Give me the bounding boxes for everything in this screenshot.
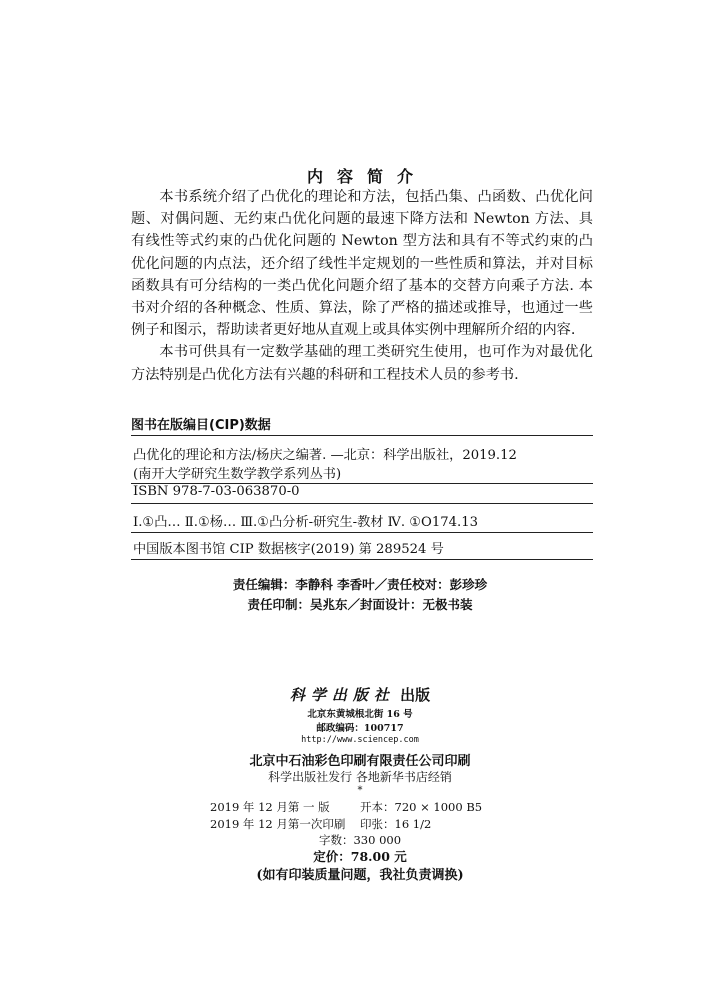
publisher-line <box>0 684 720 705</box>
cip-rule-3 <box>131 503 593 504</box>
format-text: 开本：720 × 1000 B5 <box>360 800 483 814</box>
summary-title: 内容简介 <box>306 167 427 186</box>
publisher-postcode: 邮政编码：100717 <box>316 723 404 734</box>
editors-line-2: 责任印制：吴兆东／封面设计：无极书装 <box>247 597 473 612</box>
publisher-suffix: 出版 <box>400 686 431 704</box>
publisher-address: 北京东黄城根北街 16 号 <box>307 709 413 720</box>
separator-star: * <box>357 785 363 796</box>
cip-isbn-line: ISBN 978-7-03-063870-0 <box>133 484 300 499</box>
cip-series-line: (南开大学研究生数学教学系列丛书) <box>133 467 342 482</box>
sheets-text: 印张：16 1/2 <box>360 817 432 831</box>
summary-paragraph-2: 本书可供具有一定数学基础的理工类研究生使用，也可作为对最优化方法特别是凸优化方法有兴趣的科研和工程技术人员的参考书. <box>131 344 593 383</box>
cip-top-rule <box>131 435 593 436</box>
edition-text: 2019 年 12 月第 一 版 <box>210 800 330 814</box>
publisher-website: http://www.sciencep.com <box>301 735 419 745</box>
publisher-name: 科学出版社 <box>289 686 395 704</box>
cip-rule-4 <box>131 532 593 533</box>
edition-line <box>0 799 720 815</box>
printing-line <box>0 816 720 832</box>
summary-paragraph-1: 本书系统介绍了凸优化的理论和方法，包括凸集、凸函数、凸优化问题、对偶问题、无约束凸优化问题的最速下降方法和 Newton 方法、具有线性等式约束的凸优化问题的 Newton 型方法和具有不等式约束的凸优化问题的内点法，还介绍了线性半定规划的一些性质和算法，并对目标函数具有可分结构的一类凸优化问题介绍了基本的交替方向乘子方法. 本书对介绍的各种概念、性质、算法，除了严格的描述或推导，也通过一些例子和图示，帮助读者更好地从直观上或具体实例中理解所介绍的内容. <box>131 189 593 339</box>
distribution-line: 科学出版社发行 各地新华书店经销 <box>268 770 452 784</box>
printer-line: 北京中石油彩色印刷有限责任公司印刷 <box>249 754 471 769</box>
cip-heading: 图书在版编目(CIP)数据 <box>131 418 271 433</box>
words-line: 字数：330 000 <box>318 833 402 847</box>
cip-bottom-rule <box>131 559 593 560</box>
cip-class-line: Ⅰ.①凸… Ⅱ.①杨… Ⅲ.①凸分析-研究生-教材 Ⅳ. ①O174.13 <box>133 515 479 530</box>
editors-line-1: 责任编辑：李静科 李香叶／责任校对：彭珍珍 <box>232 577 488 592</box>
cip-number-line: 中国版本图书馆 CIP 数据核字(2019) 第 289524 号 <box>133 542 444 557</box>
printing-text: 2019 年 12 月第一次印刷 <box>210 817 346 831</box>
summary-body <box>131 186 593 386</box>
price-line: 定价：78.00 元 <box>313 849 407 864</box>
cip-title-line: 凸优化的理论和方法/杨庆之编著. —北京：科学出版社，2019.12 <box>133 448 517 463</box>
notice-line: (如有印装质量问题，我社负责调换) <box>256 868 464 883</box>
